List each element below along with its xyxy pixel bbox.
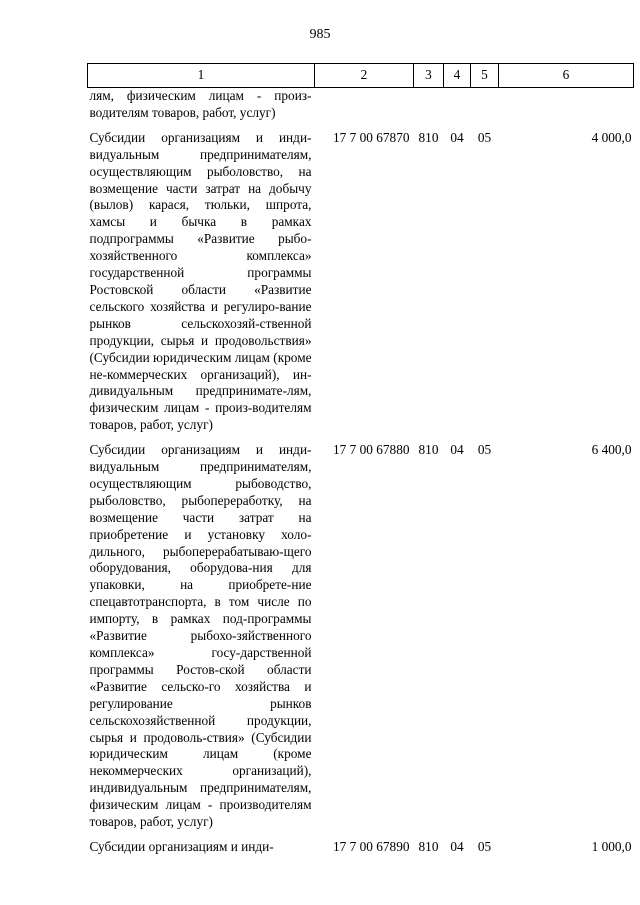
header-col-2: 2	[315, 64, 414, 88]
page-number: 985	[309, 27, 331, 42]
row-expense-type: 810	[418, 129, 439, 145]
row-expense-type: 810	[418, 838, 439, 854]
budget-table	[87, 63, 634, 856]
row-expense-type: 810	[418, 442, 439, 458]
row-target-code	[315, 88, 414, 130]
row-subsection	[471, 88, 499, 130]
table-row	[88, 839, 634, 856]
row-section	[444, 88, 471, 130]
row-target-code: 17 7 00 67870	[333, 129, 410, 145]
header-col-6: 6	[499, 64, 634, 88]
row-target-code: 17 7 00 67890	[333, 838, 410, 854]
header-col-5: 5	[471, 64, 499, 88]
row-amount: 1 000,0	[591, 838, 632, 854]
row-section: 04	[450, 838, 464, 854]
header-row	[88, 64, 634, 88]
table-row	[88, 442, 634, 839]
row-subsection: 05	[477, 838, 492, 854]
row-section: 04	[450, 442, 464, 458]
table-header	[88, 64, 634, 88]
table-row	[88, 130, 634, 442]
header-col-3: 3	[414, 64, 444, 88]
row-description: лям, физическим лицам - произ-водителям товаров, работ, услуг)	[89, 88, 312, 120]
table-row	[88, 88, 634, 130]
row-description: Субсидии организациям и инди-видуальным предпринимателям, осуществляющим рыболовство, на возмещение части затрат на добычу (вылов) карася, тюльки, шпрота, хамсы и бычка в рамках подпрограммы «Развитие рыбо-хозяйственного комплекса» государственной программы Ростовской области «Развитие сельского хозяйства и регулиро-вание рынков сельскохозяй-ственной продукции, сырья и продовольствия» (Субсидии юридическим лицам (кроме не-коммерческих организаций), ин-дивидуальным предпринимате-лям, физическим лицам - произ-водителям товаров, работ, услуг)	[89, 129, 312, 433]
row-subsection: 05	[477, 129, 492, 145]
row-amount: 6 400,0	[591, 442, 632, 458]
row-target-code: 17 7 00 67880	[333, 442, 410, 458]
row-description: Субсидии организациям и инди-	[89, 838, 274, 854]
header-col-1: 1	[88, 64, 315, 88]
table-body	[88, 88, 634, 856]
row-expense-type	[414, 88, 444, 130]
row-subsection: 05	[477, 442, 492, 458]
row-description: Субсидии организациям и инди-видуальным предпринимателям, осуществляющим рыбоводство, рыболовство, рыбопереработку, на возмещение части затрат на приобретение и установку холо-дильного, рыбоперерабатываю-щего оборудования, оборудова-ния для упаковки, на приобрете-ние спецавтотранспорта, в том числе по импорту, в рамках под-программы «Развитие рыбохо-зяйственного комплекса» госу-дарственной программы Ростов-ской области «Развитие сельско-го хозяйства и регулирование рынков сельскохозяйственной продукции, сырья и продоволь-ствия» (Субсидии юридическим лицам (кроме некоммерческих организаций), индивидуальным предпринимателям, физическим лицам - производителям товаров, работ, услуг)	[89, 442, 312, 830]
row-amount: 4 000,0	[591, 129, 632, 145]
row-amount	[499, 88, 634, 130]
header-col-4: 4	[444, 64, 471, 88]
row-section: 04	[450, 129, 464, 145]
